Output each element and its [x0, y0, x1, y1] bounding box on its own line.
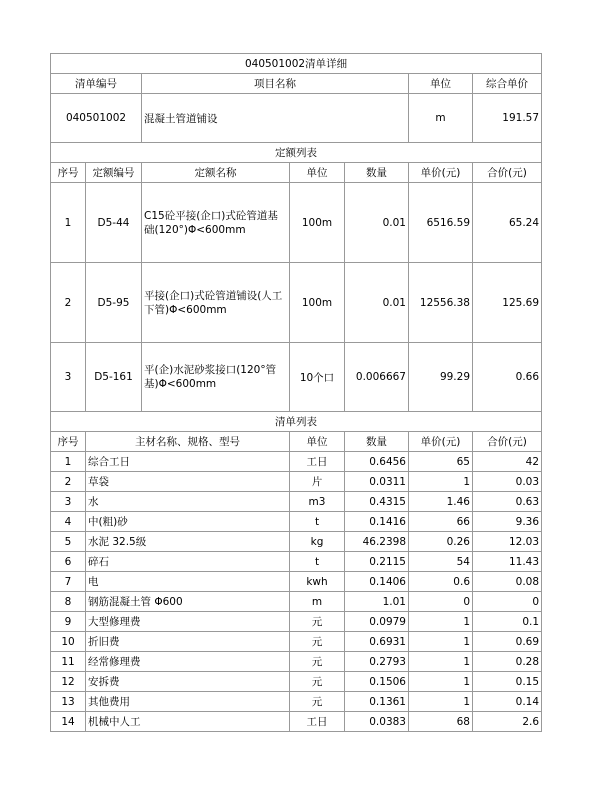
material-row — [51, 532, 542, 552]
quota-code: D5-161 — [86, 343, 142, 412]
material-seq: 14 — [51, 712, 86, 732]
quota-code-header: 定额编号 — [86, 163, 142, 183]
quota-header-row — [51, 163, 542, 183]
quota-qty-header: 数量 — [345, 163, 409, 183]
material-unit: 工日 — [290, 712, 345, 732]
material-row — [51, 452, 542, 472]
quota-seq: 1 — [51, 183, 86, 263]
material-qty: 0.1361 — [345, 692, 409, 712]
quota-seq: 2 — [51, 263, 86, 343]
material-unit: 元 — [290, 612, 345, 632]
material-unit: m3 — [290, 492, 345, 512]
material-seq: 3 — [51, 492, 86, 512]
material-seq: 1 — [51, 452, 86, 472]
material-seq: 9 — [51, 612, 86, 632]
material-unit-price: 54 — [409, 552, 473, 572]
quota-unit: 100m — [290, 263, 345, 343]
material-name: 综合工日 — [86, 452, 290, 472]
material-total: 0.03 — [473, 472, 542, 492]
bill-name: 混凝土管道铺设 — [142, 94, 409, 143]
quota-seq-header: 序号 — [51, 163, 86, 183]
bill-price: 191.57 — [473, 94, 542, 143]
material-name-header: 主材名称、规格、型号 — [86, 432, 290, 452]
material-name: 折旧费 — [86, 632, 290, 652]
material-unit-price: 1 — [409, 672, 473, 692]
material-total: 0.28 — [473, 652, 542, 672]
material-seq: 12 — [51, 672, 86, 692]
material-qty: 46.2398 — [345, 532, 409, 552]
material-qty: 0.2115 — [345, 552, 409, 572]
material-qty: 0.0383 — [345, 712, 409, 732]
material-total: 0.15 — [473, 672, 542, 692]
quota-unit: 100m — [290, 183, 345, 263]
material-name: 机械中人工 — [86, 712, 290, 732]
material-row — [51, 692, 542, 712]
bill-unit: m — [409, 94, 473, 143]
material-seq: 2 — [51, 472, 86, 492]
material-total: 0.08 — [473, 572, 542, 592]
material-seq: 5 — [51, 532, 86, 552]
quota-unit-price: 99.29 — [409, 343, 473, 412]
material-row — [51, 512, 542, 532]
material-unit-price: 68 — [409, 712, 473, 732]
material-qty: 0.2793 — [345, 652, 409, 672]
quota-row — [51, 343, 542, 412]
material-name: 电 — [86, 572, 290, 592]
quota-section-row — [51, 143, 542, 163]
bill-row — [51, 94, 542, 143]
bill-price-header: 综合单价 — [473, 74, 542, 94]
quota-qty: 0.01 — [345, 183, 409, 263]
material-row — [51, 712, 542, 732]
material-qty-header: 数量 — [345, 432, 409, 452]
material-name: 中(粗)砂 — [86, 512, 290, 532]
material-total: 0.1 — [473, 612, 542, 632]
material-qty: 0.6456 — [345, 452, 409, 472]
material-section-title: 清单列表 — [51, 412, 542, 432]
material-section-row — [51, 412, 542, 432]
material-seq: 8 — [51, 592, 86, 612]
quota-unit-header: 单位 — [290, 163, 345, 183]
material-total: 2.6 — [473, 712, 542, 732]
material-row — [51, 572, 542, 592]
material-qty: 0.6931 — [345, 632, 409, 652]
material-row — [51, 592, 542, 612]
material-qty: 1.01 — [345, 592, 409, 612]
quota-name: 平(企)水泥砂浆接口(120°管基)Φ<600mm — [142, 343, 290, 412]
material-total: 11.43 — [473, 552, 542, 572]
material-unit: t — [290, 552, 345, 572]
material-row — [51, 472, 542, 492]
material-unit: kg — [290, 532, 345, 552]
material-name: 碎石 — [86, 552, 290, 572]
material-seq: 11 — [51, 652, 86, 672]
material-unit: t — [290, 512, 345, 532]
material-name: 安拆费 — [86, 672, 290, 692]
material-name: 其他费用 — [86, 692, 290, 712]
material-total: 9.36 — [473, 512, 542, 532]
quota-total: 125.69 — [473, 263, 542, 343]
material-unit-price: 1 — [409, 652, 473, 672]
material-unit: 工日 — [290, 452, 345, 472]
material-header-row — [51, 432, 542, 452]
quota-total: 65.24 — [473, 183, 542, 263]
bill-name-header: 项目名称 — [142, 74, 409, 94]
material-qty: 0.0979 — [345, 612, 409, 632]
material-unit-price: 66 — [409, 512, 473, 532]
material-unit: 元 — [290, 652, 345, 672]
material-unit-price: 1.46 — [409, 492, 473, 512]
material-total-header: 合价(元) — [473, 432, 542, 452]
material-qty: 0.4315 — [345, 492, 409, 512]
material-unit: 元 — [290, 672, 345, 692]
bill-header-row — [51, 74, 542, 94]
bill-unit-header: 单位 — [409, 74, 473, 94]
quota-unit-price: 12556.38 — [409, 263, 473, 343]
quota-name: C15砼平接(企口)式砼管道基础(120°)Φ<600mm — [142, 183, 290, 263]
material-unit-price: 0 — [409, 592, 473, 612]
material-seq-header: 序号 — [51, 432, 86, 452]
quota-unit: 10个口 — [290, 343, 345, 412]
quota-code: D5-44 — [86, 183, 142, 263]
material-name: 大型修理费 — [86, 612, 290, 632]
material-total: 0.69 — [473, 632, 542, 652]
material-unit-header: 单位 — [290, 432, 345, 452]
material-unit-price: 1 — [409, 632, 473, 652]
material-unit-price: 0.6 — [409, 572, 473, 592]
material-name: 水泥 32.5级 — [86, 532, 290, 552]
material-seq: 13 — [51, 692, 86, 712]
material-seq: 7 — [51, 572, 86, 592]
material-row — [51, 672, 542, 692]
material-row — [51, 492, 542, 512]
material-qty: 0.0311 — [345, 472, 409, 492]
material-unit-price: 0.26 — [409, 532, 473, 552]
material-seq: 6 — [51, 552, 86, 572]
quota-total-header: 合价(元) — [473, 163, 542, 183]
quota-name-header: 定额名称 — [142, 163, 290, 183]
material-unit-price: 1 — [409, 612, 473, 632]
title-row — [51, 54, 542, 74]
quota-total: 0.66 — [473, 343, 542, 412]
material-qty: 0.1416 — [345, 512, 409, 532]
quota-qty: 0.006667 — [345, 343, 409, 412]
material-qty: 0.1506 — [345, 672, 409, 692]
material-total: 0.63 — [473, 492, 542, 512]
quota-seq: 3 — [51, 343, 86, 412]
material-row — [51, 612, 542, 632]
material-unit-price: 1 — [409, 692, 473, 712]
material-seq: 4 — [51, 512, 86, 532]
material-total: 12.03 — [473, 532, 542, 552]
material-total: 0 — [473, 592, 542, 612]
material-name: 水 — [86, 492, 290, 512]
material-row — [51, 552, 542, 572]
bill-code-header: 清单编号 — [51, 74, 142, 94]
material-seq: 10 — [51, 632, 86, 652]
material-unit: 片 — [290, 472, 345, 492]
material-unit-price-header: 单价(元) — [409, 432, 473, 452]
bill-detail-table — [50, 53, 542, 732]
material-unit: 元 — [290, 632, 345, 652]
quota-section-title: 定额列表 — [51, 143, 542, 163]
material-row — [51, 652, 542, 672]
material-row — [51, 632, 542, 652]
quota-unit-price: 6516.59 — [409, 183, 473, 263]
material-unit-price: 65 — [409, 452, 473, 472]
quota-name: 平接(企口)式砼管道铺设(人工下管)Φ<600mm — [142, 263, 290, 343]
material-name: 经常修理费 — [86, 652, 290, 672]
material-total: 42 — [473, 452, 542, 472]
material-total: 0.14 — [473, 692, 542, 712]
quota-qty: 0.01 — [345, 263, 409, 343]
material-unit: kwh — [290, 572, 345, 592]
quota-unit-price-header: 单价(元) — [409, 163, 473, 183]
material-qty: 0.1406 — [345, 572, 409, 592]
material-name: 钢筋混凝土管 Φ600 — [86, 592, 290, 612]
quota-row — [51, 263, 542, 343]
quota-code: D5-95 — [86, 263, 142, 343]
material-unit: 元 — [290, 692, 345, 712]
material-unit: m — [290, 592, 345, 612]
material-name: 草袋 — [86, 472, 290, 492]
bill-code: 040501002 — [51, 94, 142, 143]
quota-row — [51, 183, 542, 263]
material-unit-price: 1 — [409, 472, 473, 492]
page-title: 040501002清单详细 — [51, 54, 542, 74]
